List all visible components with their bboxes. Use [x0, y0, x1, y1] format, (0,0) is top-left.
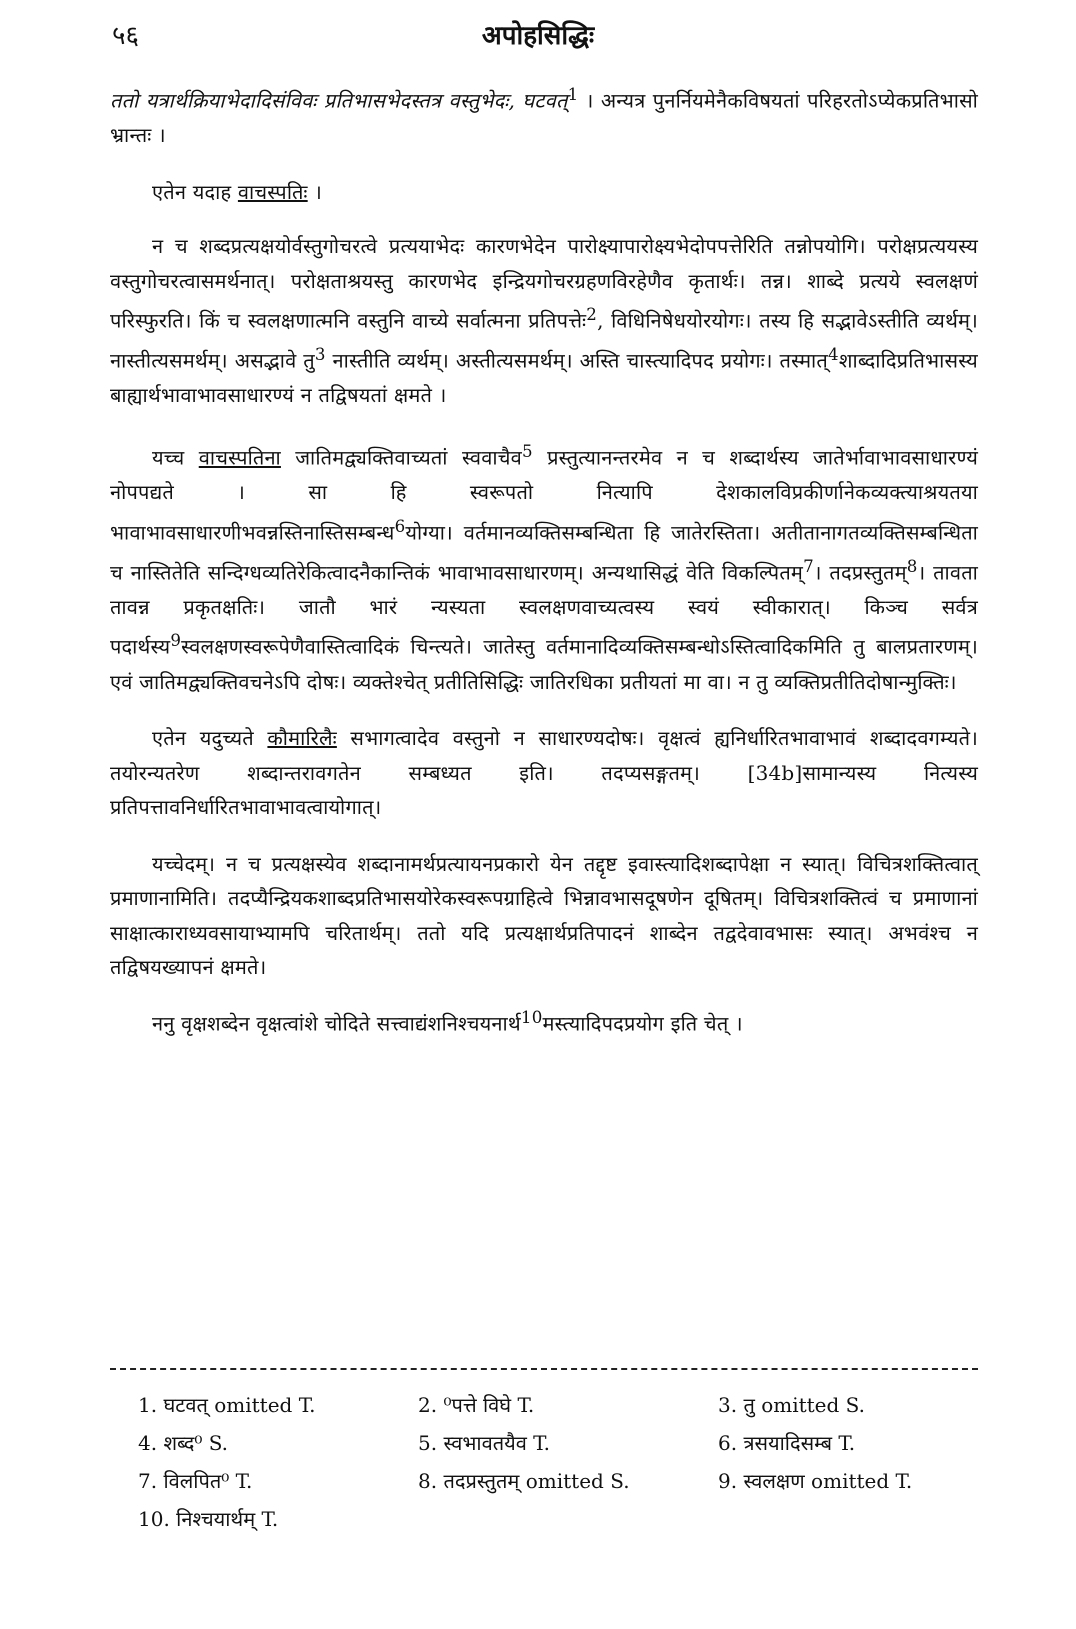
footnote-1: 1. घटवत् omitted T. [138, 1393, 316, 1417]
paragraph-5-text: एतेन यदुच्यते [152, 726, 254, 751]
paragraph-2-end: । [314, 179, 323, 204]
paragraph-2 [110, 175, 978, 210]
paragraph-3-text-end: शाब्दादिप्रतिभासस्य बाह्यार्थभावाभावसाधारण्यं न तद्विषयतां क्षमते । [110, 348, 978, 408]
footnote-ref: 7 [803, 556, 814, 576]
running-title: अपोहसिद्धिः [481, 21, 595, 51]
paragraph-4-text-cont: प्रस्तुत्यानन्तरमेव न च शब्दार्थस्य जातेर्भावाभावसाधारण्यं नोपपद्यते । सा हि स्वरूपतो नित्यापि देशकालविप्रकीर्णानेकव्यक्त्याश्रयतया भावाभावसाधारणीभवन्नस्तिनास्तिसम्बन्ध [110, 445, 978, 545]
footnote-5: 5. स्वभावतयैव T. [418, 1431, 550, 1455]
folio-marker: [34b] [747, 760, 803, 785]
paragraph-4-text-cont: । तावता तावन्न प्रकृतक्षतिः। जातौ भारं न्यस्यता स्वलक्षणवाच्यत्वस्य स्वयं स्वीकारात्। किञ्च सर्वत्र पदार्थस्य [110, 560, 978, 660]
footnote-ref: 9 [170, 631, 182, 651]
footnote-4: 4. शब्द⁰ S. [138, 1431, 229, 1455]
author-name: कौमारिलैः [267, 726, 337, 751]
main-text [110, 78, 978, 1063]
paragraph-3-text-cont: , विधिनिषेधयोरयोगः। तस्य हि सद्भावेऽस्तीति व्यर्थम्। नास्तीत्यसमर्थम्। असद्भावे तु [110, 308, 978, 373]
footnote-divider [110, 1368, 978, 1370]
page-number: ५६ [112, 21, 140, 51]
footnote-ref: 3 [314, 345, 326, 365]
footnote-ref: 5 [521, 441, 533, 461]
footnote-2: 2. ⁰पत्ते विघे T. [418, 1393, 535, 1417]
footnote-ref: 8 [906, 556, 918, 576]
author-name: वाचस्पतिना [198, 445, 281, 470]
paragraph-5 [110, 721, 978, 825]
paragraph-1-text-cont: । अन्यत्र पुनर्नियमेनैकविषयतां परिहरतोऽप्येकप्रतिभासो भ्रान्तः । [110, 88, 978, 148]
footnote-ref: 2 [586, 305, 598, 325]
footnote-3: 3. तु omitted S. [718, 1393, 866, 1417]
page-header [0, 12, 1076, 52]
footnote-ref: 10 [520, 1007, 543, 1027]
paragraph-4-text-end: स्वलक्षणस्वरूपेणैवास्तित्वादिकं चिन्त्यते। जातेस्तु वर्तमानादिव्यक्तिसम्बन्धोऽस्तित्वादिकमिति तु बालप्रतारणम्। एवं जातिमद्व्यक्तिवचनेऽपि दोषः। व्यक्तेश्चेत् प्रतीतिसिद्धिः जातिरधिका प्रतीयतां मा वा। न तु व्यक्तिप्रतीतिदोषान्मुक्तिः। [110, 635, 978, 694]
paragraph-4 [110, 435, 978, 699]
footnote-ref: 1 [567, 85, 579, 104]
footnote-6: 6. त्रसयादिसम्ब T. [718, 1431, 856, 1455]
paragraph-5-text-end: सामान्यस्य नित्यस्य प्रतिपत्तावनिर्धारितभावाभावत्वायोगात्। [110, 760, 978, 820]
paragraph-4-text: यच्च [152, 445, 185, 470]
paragraph-4-text-cont: जातिमद्व्यक्तिवाच्यतां स्ववाचैव [280, 445, 522, 470]
paragraph-1 [110, 78, 978, 153]
footnotes [138, 1390, 988, 1534]
paragraph-7-text-end: मस्त्यादिपदप्रयोग इति चेत् । [542, 1011, 743, 1036]
author-name: वाचस्पतिः [237, 179, 308, 204]
footnote-ref: 6 [394, 516, 406, 536]
paragraph-3 [110, 229, 978, 413]
paragraph-3-text-cont: नास्तीति व्यर्थम्। अस्तीत्यसमर्थम्। अस्ति चास्त्यादिपद प्रयोगः। तस्मात् [325, 348, 829, 373]
footnote-ref: 4 [828, 345, 839, 365]
paragraph-2-text: एतेन यदाह [152, 179, 232, 204]
footnote-7: 7. विलपित⁰ T. [138, 1469, 253, 1493]
paragraph-1-text: ततो यत्रार्थक्रियाभेदादिसंविवः प्रतिभासभेदस्तत्र वस्तुभेदः, घटवत् [110, 88, 568, 113]
footnote-10: 10. निश्चयार्थम् T. [138, 1507, 279, 1531]
footnote-9: 9. स्वलक्षण omitted T. [718, 1469, 913, 1493]
paragraph-4-text-cont: योग्या। वर्तमानव्यक्तिसम्बन्धिता हि जातेरस्तिता। अतीतानागतव्यक्तिसम्बन्धिता च नास्तितेति सन्दिग्धव्यतिरेकित्वादनैकान्तिकं भावाभावसाधारणम्। अन्यथासिद्धं वेति विकल्पितम् [110, 520, 978, 585]
paragraph-7 [110, 1001, 978, 1041]
footnote-8: 8. तदप्रस्तुतम् omitted S. [418, 1469, 630, 1493]
paragraph-3-text: न च शब्दप्रत्यक्षयोर्वस्तुगोचरत्वे प्रत्ययाभेदः कारणभेदेन पारोक्ष्यापारोक्ष्यभेदोपपत्तेरिति तन्नोपयोगि। परोक्षप्रत्ययस्य वस्तुगोचरत्वासमर्थनात्। परोक्षताश्रयस्तु कारणभेद इन्द्रियगोचरग्रहणविरहेणैव कृतार्थः। तन्न। शाब्दे प्रत्यये स्वलक्षणं परिस्फुरति। किं च स्वलक्षणात्मनि वस्तुनि वाच्ये सर्वात्मना प्रतिपत्तेः [110, 234, 978, 333]
paragraph-7-text: ननु वृक्षशब्देन वृक्षत्वांशे चोदिते सत्त्वाद्यंशनिश्चयनार्थ [152, 1011, 521, 1036]
paragraph-6: यच्चेदम्। न च प्रत्यक्षस्येव शब्दानामर्थप्रत्यायनप्रकारो येन तद्दृष्ट इवास्त्यादिशब्दापेक्षा न स्यात्। विचित्रशक्तित्वात् प्रमाणानामिति। तदप्यैन्द्रियकशाब्दप्रतिभासयोरेकस्वरूपग्राहित्वे भिन्नावभासदूषणेन दूषितम्। विचित्रशक्तित्वं च प्रमाणानां साक्षात्काराध्यवसायाभ्यामपि चरितार्थम्। ततो यदि प्रत्यक्षार्थप्रतिपादनं शाब्देन तद्वदेवावभासः स्यात्। अभवंश्च न तद्विषयख्यापनं क्षमते। [110, 851, 978, 980]
paragraph-4-text-cont: । तदप्रस्तुतम् [813, 560, 907, 585]
paragraph-5-text-cont: सभागत्वादेव वस्तुनो न साधारण्यदोषः। वृक्षत्वं ह्यनिर्धारितभावाभावं शब्दादवगम्यते। तयोरन्यतरेण शब्दान्तरावगतेन सम्बध्यत इति। तदप्यसङ्गतम्। [110, 726, 978, 785]
